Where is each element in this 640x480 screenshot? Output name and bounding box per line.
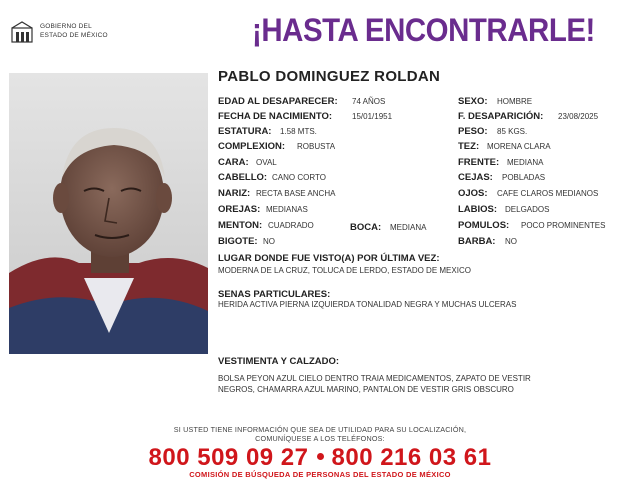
state-seal-icon <box>10 20 34 44</box>
cabello-label: CABELLO: <box>218 172 268 183</box>
cabello-value: CANO CORTO <box>272 173 326 182</box>
logo-text-line1: GOBIERNO DEL <box>40 23 92 30</box>
fdesap-label: F. DESAPARICIÓN: <box>458 111 544 122</box>
commission-name: COMISIÓN DE BÚSQUEDA DE PERSONAS DEL ESTADO DE MÉXICO <box>189 470 451 479</box>
pomulos-value: POCO PROMINENTES <box>521 221 606 230</box>
bigote-value: NO <box>263 237 275 246</box>
phone-number-2[interactable]: 800 216 03 61 <box>331 444 492 471</box>
estatura-value: 1.58 MTS. <box>280 127 317 136</box>
estatura-label: ESTATURA: <box>218 126 272 137</box>
nacimiento-value: 15/01/1951 <box>352 112 393 121</box>
complexion-label: COMPLEXION: <box>218 141 286 152</box>
cejas-value: POBLADAS <box>502 173 546 182</box>
cara-label: CARA: <box>218 157 249 168</box>
cejas-label: CEJAS: <box>458 172 493 183</box>
pomulos-label: POMULOS: <box>458 220 510 231</box>
ojos-value: CAFE CLAROS MEDIANOS <box>497 189 599 198</box>
government-logo <box>10 20 120 50</box>
edad-label: EDAD AL DESAPARECER: <box>218 96 338 107</box>
bigote-label: BIGOTE: <box>218 236 258 247</box>
orejas-value: MEDIANAS <box>266 205 308 214</box>
clothing-line1: BOLSA PEYON AZUL CIELO DENTRO TRAIA MEDICAMENTOS, ZAPATO DE VESTIR <box>218 374 531 383</box>
sexo-value: HOMBRE <box>497 97 533 106</box>
barba-label: BARBA: <box>458 236 496 247</box>
fdesap-value: 23/08/2025 <box>558 112 599 121</box>
cara-value: OVAL <box>256 158 277 167</box>
sexo-label: SEXO: <box>458 96 488 107</box>
clothing-line2: NEGROS, CHAMARRA AZUL MARINO, PANTALON DE VESTIR GRIS OBSCURO <box>218 385 514 394</box>
barba-value: NO <box>505 237 517 246</box>
frente-value: MEDIANA <box>507 158 544 167</box>
nacimiento-label: FECHA DE NACIMIENTO: <box>218 111 332 122</box>
boca-label: BOCA: <box>350 222 382 233</box>
last-seen-label: LUGAR DONDE FUE VISTO(A) POR ÚLTIMA VEZ: <box>218 253 440 264</box>
missing-person-photo <box>9 73 208 354</box>
orejas-label: OREJAS: <box>218 204 261 215</box>
clothing-label: VESTIMENTA Y CALZADO: <box>218 356 340 367</box>
marks-value: HERIDA ACTIVA PIERNA IZQUIERDA TONALIDAD NEGRA Y MUCHAS ULCERAS <box>218 300 517 309</box>
labios-label: LABIOS: <box>458 204 498 215</box>
complexion-value: ROBUSTA <box>297 142 336 151</box>
phone-number-1[interactable]: 800 509 09 27 <box>148 444 309 471</box>
person-name: PABLO DOMINGUEZ ROLDAN <box>218 68 441 85</box>
separator-dot-icon <box>317 453 324 460</box>
menton-value: CUADRADO <box>268 221 314 230</box>
boca-value: MEDIANA <box>390 223 427 232</box>
portrait-image <box>9 73 208 354</box>
frente-label: FRENTE: <box>458 157 500 168</box>
contact-note-line2: COMUNÍQUESE A LOS TELÉFONOS: <box>255 434 385 443</box>
menton-label: MENTON: <box>218 220 263 231</box>
peso-label: PESO: <box>458 126 488 137</box>
peso-value: 85 KGS. <box>497 127 528 136</box>
nariz-label: NARIZ: <box>218 188 251 199</box>
edad-value: 74 AÑOS <box>352 97 386 106</box>
last-seen-value: MODERNA DE LA CRUZ, TOLUCA DE LERDO, ESTADO DE MEXICO <box>218 266 471 275</box>
phone-numbers <box>0 444 640 472</box>
contact-note-line1: SI USTED TIENE INFORMACIÓN QUE SEA DE UTILIDAD PARA SU LOCALIZACIÓN, <box>173 425 467 434</box>
marks-label: SENAS PARTICULARES: <box>218 289 331 300</box>
ojos-label: OJOS: <box>458 188 488 199</box>
logo-text-line2: ESTADO DE MÉXICO <box>40 32 108 39</box>
tez-value: MORENA CLARA <box>487 142 551 151</box>
tez-label: TEZ: <box>458 141 480 152</box>
nariz-value: RECTA BASE ANCHA <box>256 189 336 198</box>
headline: ¡HASTA ENCONTRARLE! <box>252 12 595 48</box>
labios-value: DELGADOS <box>505 205 550 214</box>
